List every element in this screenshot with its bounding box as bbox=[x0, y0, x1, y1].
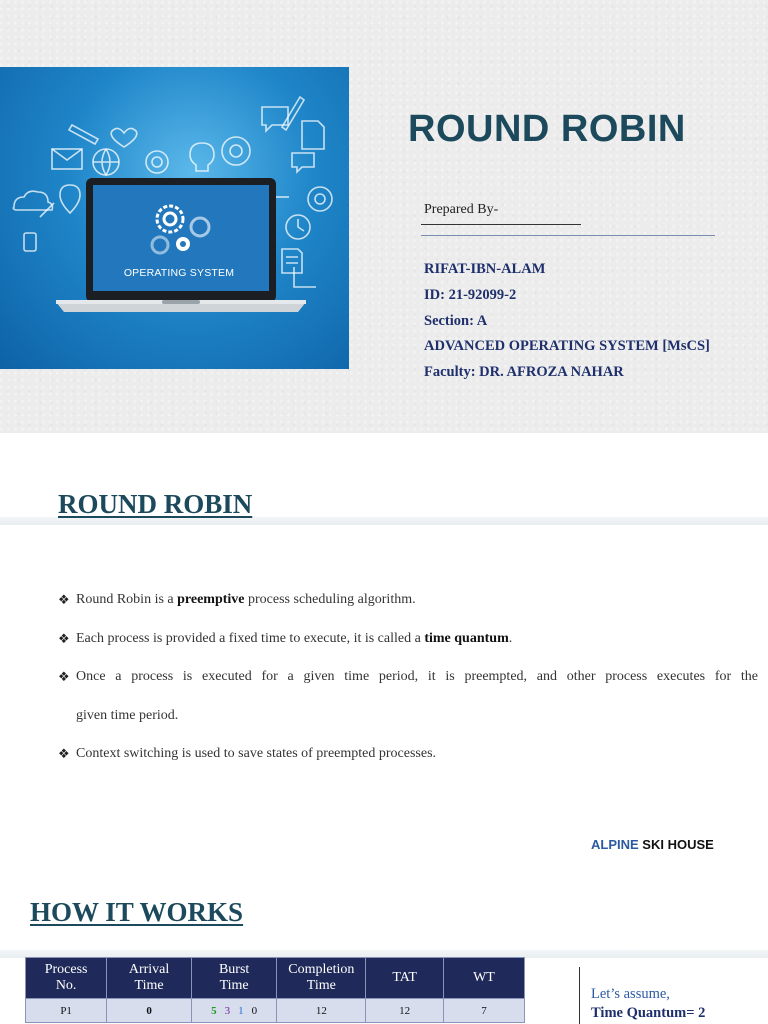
gear-icon bbox=[146, 151, 168, 173]
chat-bubble-icon bbox=[292, 153, 314, 172]
arrival-cell: 0 bbox=[107, 999, 192, 1023]
column-header: Arrival Time bbox=[107, 958, 192, 999]
gear-icon bbox=[222, 137, 250, 165]
burst-cell: 5 3 1 0 bbox=[191, 999, 276, 1023]
assumption-note: Let’s assume, Time Quantum= 2 bbox=[591, 986, 706, 1021]
course-name: ADVANCED OPERATING SYSTEM [MsCS] bbox=[424, 338, 710, 355]
operating-system-illustration bbox=[0, 67, 349, 369]
faculty-name: Faculty: DR. AFROZA NAHAR bbox=[424, 364, 624, 381]
column-header: WT bbox=[443, 958, 524, 999]
slide-title: HOW IT WORKS bbox=[30, 897, 244, 927]
column-header: Process No. bbox=[26, 958, 107, 999]
phone-icon bbox=[24, 233, 36, 251]
laptop-illustration bbox=[0, 67, 349, 369]
divider bbox=[421, 224, 581, 225]
how-it-works-slide bbox=[0, 867, 768, 1024]
heart-icon bbox=[111, 128, 137, 147]
table-header-row bbox=[26, 958, 525, 999]
chat-bubble-icon bbox=[262, 107, 288, 131]
document-icon bbox=[282, 249, 302, 273]
completion-cell: 12 bbox=[277, 999, 366, 1023]
diamond-bullet-icon: ❖ bbox=[58, 746, 70, 761]
location-pin-icon bbox=[60, 185, 80, 213]
table-row bbox=[26, 999, 525, 1023]
author-info bbox=[424, 257, 710, 386]
brand-logo: ALPINE SKI HOUSE bbox=[591, 837, 714, 852]
slide-title: ROUND ROBIN bbox=[58, 489, 253, 519]
process-table bbox=[25, 957, 525, 1023]
divider bbox=[421, 235, 715, 236]
prepared-by-label: Prepared By- bbox=[424, 202, 499, 217]
author-name: RIFAT-IBN-ALAM bbox=[424, 261, 546, 277]
pencil-icon bbox=[69, 125, 98, 144]
envelope-icon bbox=[52, 149, 82, 169]
gear-icon bbox=[308, 187, 332, 211]
column-header: Burst Time bbox=[191, 958, 276, 999]
divider bbox=[579, 967, 580, 1024]
bullet-list bbox=[58, 581, 758, 774]
cloud-icon bbox=[13, 191, 52, 210]
page-title: ROUND ROBIN bbox=[408, 108, 686, 150]
list-item: ❖ Context switching is used to save states of preempted processes. bbox=[58, 735, 758, 774]
column-header: TAT bbox=[366, 958, 444, 999]
diamond-bullet-icon: ❖ bbox=[58, 592, 70, 607]
list-item: ❖ Once a process is executed for a given time period, it is preempted, and other process executes for the given time period. bbox=[58, 658, 758, 735]
diamond-bullet-icon: ❖ bbox=[58, 630, 70, 646]
tat-cell: 12 bbox=[366, 999, 444, 1023]
globe-icon bbox=[93, 149, 119, 175]
list-item: ❖ Round Robin is a preemptive process scheduling algorithm. bbox=[58, 581, 758, 620]
diamond-bullet-icon: ❖ bbox=[58, 669, 70, 684]
wt-cell: 7 bbox=[443, 999, 524, 1023]
definition-slide bbox=[0, 433, 768, 867]
column-header: Completion Time bbox=[277, 958, 366, 999]
process-cell: P1 bbox=[26, 999, 107, 1023]
list-item: ❖ Each process is provided a fixed time to execute, it is called a time quantum. bbox=[58, 620, 758, 659]
document-icon bbox=[302, 121, 324, 149]
title-slide bbox=[0, 0, 768, 433]
lightbulb-icon bbox=[190, 143, 214, 171]
student-id: ID: 21-92099-2 bbox=[424, 286, 517, 303]
chart-icon bbox=[294, 267, 316, 287]
screen-label: OPERATING SYSTEM bbox=[123, 267, 235, 279]
clock-icon bbox=[286, 215, 310, 239]
section: Section: A bbox=[424, 312, 488, 329]
